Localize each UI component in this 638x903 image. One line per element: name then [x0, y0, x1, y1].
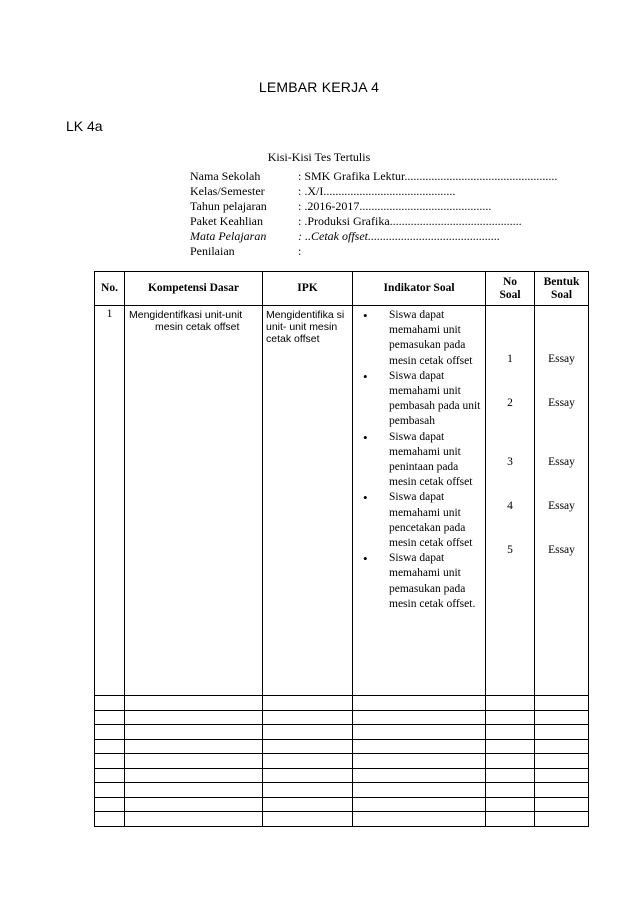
bentuk-soal-cell [535, 306, 589, 696]
soal-number: 3 [507, 456, 513, 468]
kompetensi-dasar-text: Mengidentifkasi unit-unit mesin cetak offset [129, 309, 243, 333]
soal-type: Essay [548, 397, 575, 409]
no-soal-cell [486, 306, 535, 696]
soal-number: 1 [507, 353, 513, 365]
info-label: Paket Keahlian [190, 214, 263, 228]
info-label: Tahun pelajaran [190, 199, 267, 213]
info-row-year [190, 199, 557, 214]
header-kompetensi-dasar: Kompetensi Dasar [125, 272, 263, 306]
empty-table-row [95, 754, 589, 769]
soal-number: 5 [507, 544, 513, 556]
soal-number: 4 [507, 500, 513, 512]
empty-table-row [95, 710, 589, 725]
header-no: No. [95, 272, 125, 306]
header-bentuk-soal-text: Bentuk Soal [543, 275, 580, 301]
info-label: Mata Pelajaran [190, 229, 267, 243]
ipk-cell: Mengidentifika si unit- unit mesin cetak offset [263, 306, 353, 696]
header-no-soal-text: No Soal [499, 275, 521, 301]
document-subtitle: Kisi-Kisi Tes Tertulis [267, 150, 371, 164]
header-ipk: IPK [263, 272, 353, 306]
info-row-assessment [190, 244, 557, 259]
info-label: Kelas/Semester [190, 184, 265, 198]
info-label: Nama Sekolah [190, 169, 261, 183]
soal-number: 2 [507, 397, 513, 409]
list-item: • Siswa dapat memahami unit pemasukan pada mesin cetak offset [353, 308, 481, 369]
info-row-school [190, 169, 557, 184]
info-row-package [190, 214, 557, 229]
empty-table-row [95, 739, 589, 754]
info-value: : .X/I............................................ [298, 184, 456, 198]
table-row [95, 306, 589, 696]
indikator-cell [353, 306, 486, 696]
info-row-class [190, 184, 557, 199]
info-value: : SMK Grafika Lektur................................................... [298, 169, 558, 183]
header-bentuk-soal [535, 272, 589, 306]
empty-table-row [95, 783, 589, 798]
section-label: LK 4a [66, 118, 103, 134]
table-header-row [95, 272, 589, 306]
info-row-subject [190, 229, 557, 244]
kompetensi-dasar-cell [125, 306, 263, 696]
soal-type: Essay [548, 544, 575, 556]
empty-table-row [95, 812, 589, 827]
indicator-list [353, 308, 481, 612]
page-title: LEMBAR KERJA 4 [258, 79, 380, 95]
list-item: • Siswa dapat memahami unit penintaan pada mesin cetak offset [353, 430, 481, 491]
info-value: : [298, 244, 302, 258]
list-item: • Siswa dapat memahami unit pencetakan pada mesin cetak offset [353, 490, 481, 551]
soal-type: Essay [548, 456, 575, 468]
school-info-block [190, 169, 557, 259]
row-number: 1 [95, 306, 125, 696]
kisi-kisi-table [94, 271, 589, 827]
info-value: : .Produksi Grafika............................................ [298, 214, 522, 228]
empty-table-row [95, 768, 589, 783]
empty-table-row [95, 797, 589, 812]
header-no-soal [486, 272, 535, 306]
info-value: : ..Cetak offset............................................ [298, 229, 500, 243]
soal-type: Essay [548, 500, 575, 512]
list-item: • Siswa dapat memahami unit pemasukan pada mesin cetak offset. [353, 551, 481, 612]
list-item: • Siswa dapat memahami unit pembasah pada unit pembasah [353, 369, 481, 430]
header-indikator-soal: Indikator Soal [353, 272, 486, 306]
info-value: : .2016-2017............................................ [298, 199, 492, 213]
info-label: Penilaian [190, 244, 235, 258]
soal-type: Essay [548, 353, 575, 365]
empty-table-row [95, 725, 589, 740]
empty-table-row [95, 696, 589, 711]
